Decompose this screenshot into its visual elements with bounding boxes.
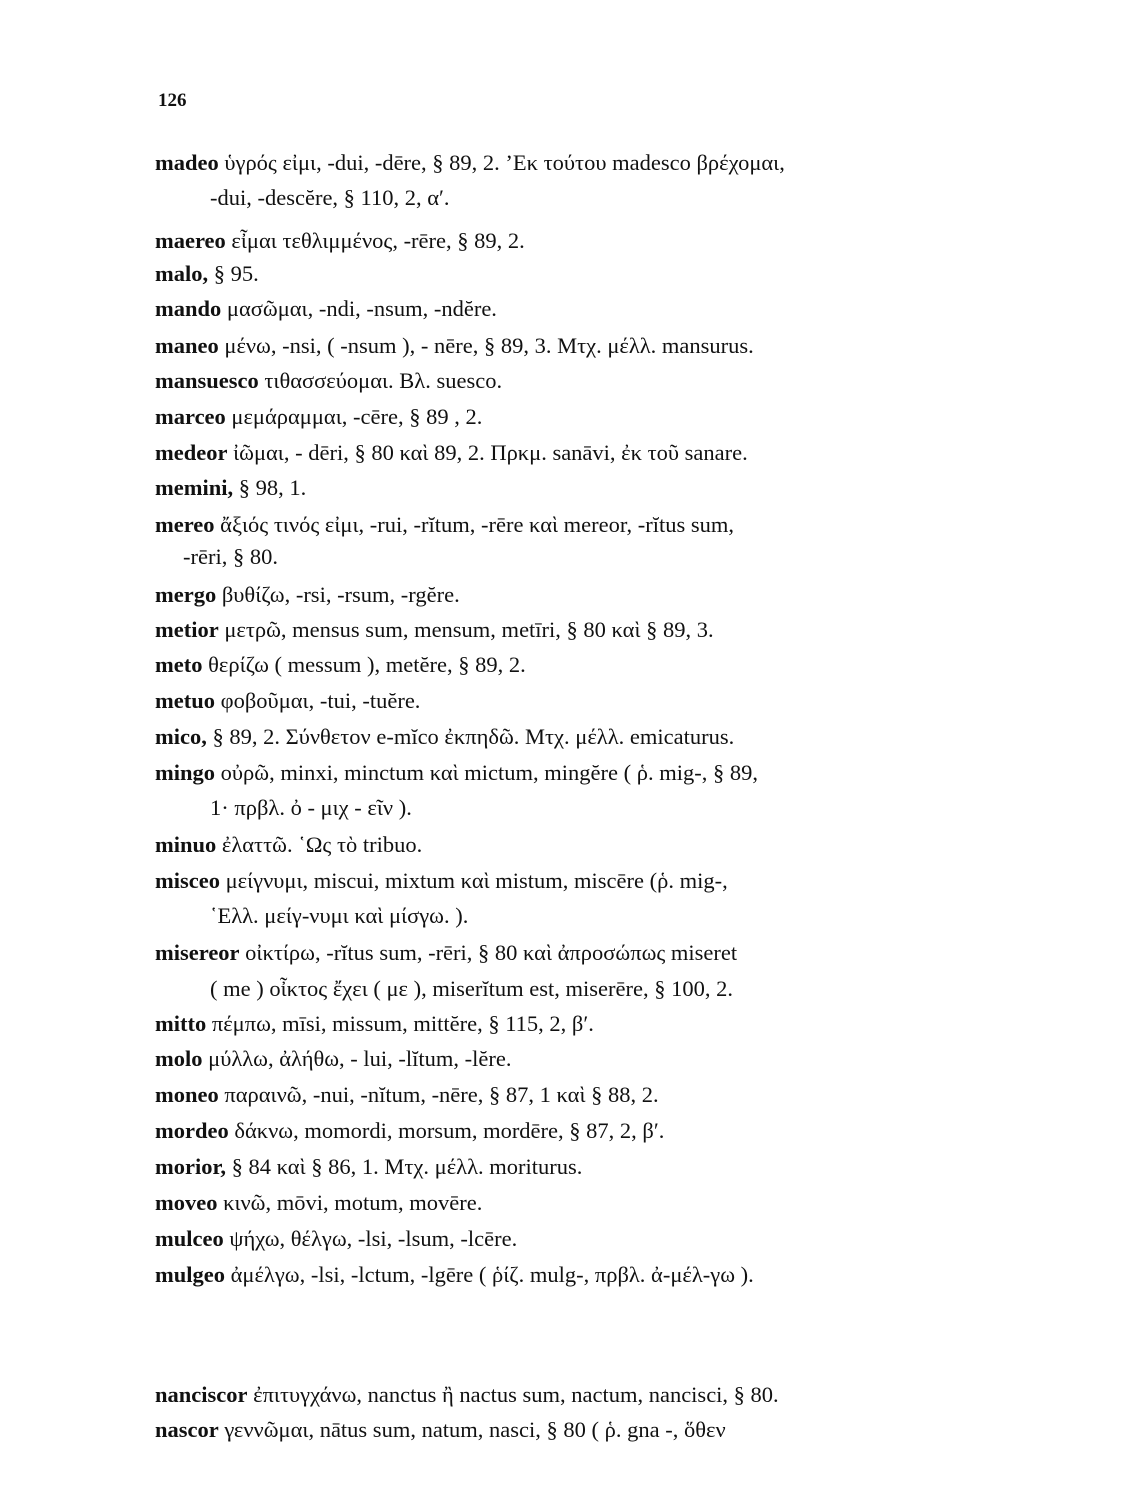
definition: ἰῶμαι, - dēri, § 80 καὶ 89, 2. Πρκμ. sanāvi, ἐκ τοῦ sanare. [227,440,748,465]
entry-line [155,1188,1070,1218]
definition: οὐρῶ, minxi, minctum καὶ mictum, mingĕre ( ῥ. mig-, § 89, [215,760,758,785]
headword: maneo [155,333,219,358]
headword: minuo [155,832,217,857]
headword: meto [155,652,203,677]
definition: παραινῶ, -nui, -nĭtum, -nēre, § 87, 1 καὶ § 88, 2. [218,1082,659,1107]
definition: κινῶ, mōvi, motum, movēre. [217,1190,483,1215]
definition: μασῶμαι, -ndi, -nsum, -ndĕre. [221,296,497,321]
headword: mulgeo [155,1262,225,1287]
definition: μεμάραμμαι, -cēre, § 89 , 2. [225,404,483,429]
entry-continuation [210,974,1070,1004]
headword: malo, [155,261,209,286]
entry-line [155,366,1070,396]
definition: φοβοῦμαι, -tui, -tuĕre. [215,688,421,713]
headword: nanciscor [155,1382,248,1407]
definition: ἄξιός τινός εἰμι, -rui, -rĭtum, -rēre καὶ mereor, -rĭtus sum, [214,512,734,537]
definition: ἐπιτυγχάνω, nanctus ἢ nactus sum, nactum, nancisci, § 80. [247,1382,779,1407]
definition: § 84 καὶ § 86, 1. Μτχ. μέλλ. moriturus. [226,1154,583,1179]
headword: molo [155,1046,203,1071]
entry-line [155,722,1070,752]
entry-line [155,830,1070,860]
entry-line [155,866,1070,896]
definition: πέμπω, mīsi, missum, mittĕre, § 115, 2, β′. [206,1011,594,1036]
definition: τιθασσεύομαι. Βλ. suesco. [258,368,503,393]
definition: μετρῶ, mensus sum, mensum, metīri, § 80 καὶ § 89, 3. [218,617,714,642]
definition: μείγνυμι, miscui, mixtum καὶ mistum, miscēre (ῥ. mig-, [219,868,728,893]
headword: morior, [155,1154,227,1179]
entry-line [155,226,1070,256]
definition: οἰκτίρω, -rĭtus sum, -rēri, § 80 καὶ ἀπροσώπως miseret [239,940,738,965]
entry-line [155,650,1070,680]
entry-continuation [183,542,1043,572]
definition: ( me ) οἶκτος ἔχει ( με ), miserĭtum est, miserēre, § 100, 2. [210,976,733,1001]
definition: ἀμέλγω, -lsi, -lctum, -lgēre ( ῥίζ. mulg-, πρβλ. ἀ-μέλ-γω ). [225,1262,754,1287]
page-number: 126 [158,90,187,111]
definition: εἶμαι τεθλιμμένος, -rēre, § 89, 2. [225,228,525,253]
definition: βυθίζω, -rsi, -rsum, -rgĕre. [216,582,460,607]
headword: metior [155,617,219,642]
definition: γεννῶμαι, nātus sum, natum, nasci, § 80 ( ῥ. gna -, ὅθεν [218,1417,726,1442]
headword: mansuesco [155,368,259,393]
headword: mando [155,296,222,321]
entry-line [155,294,1070,324]
entry-line [155,331,1070,361]
definition: 1· πρβλ. ὀ - μιχ - εῖν ). [210,795,412,820]
definition: θερίζω ( messum ), metĕre, § 89, 2. [202,652,526,677]
entry-line [155,1224,1070,1254]
definition: μένω, -nsi, ( -nsum ), - nēre, § 89, 3. Μτχ. μέλλ. mansurus. [218,333,754,358]
entry-line [155,402,1070,432]
entry-line [155,510,1070,540]
definition: § 98, 1. [233,475,307,500]
headword: mordeo [155,1118,229,1143]
definition: δάκνω, momordi, morsum, mordēre, § 87, 2, β′. [228,1118,665,1143]
headword: memini, [155,475,234,500]
definition: ῾Ελλ. μείγ-νυμι καὶ μίσγω. ). [210,903,469,928]
definition: ψήχω, θέλγω, -lsi, -lsum, -lcēre. [223,1226,518,1251]
headword: madeo [155,150,219,175]
headword: mico, [155,724,207,749]
headword: mergo [155,582,217,607]
definition: § 89, 2. Σύνθετον e-mĭco ἐκπηδῶ. Μτχ. μέλλ. emicaturus. [206,724,735,749]
entry-line [155,615,1070,645]
headword: mulceo [155,1226,224,1251]
entry-line [155,259,1070,289]
definition: μύλλω, ἀλήθω, - lui, -lĭtum, -lĕre. [202,1046,512,1071]
headword: mereo [155,512,215,537]
headword: misceo [155,868,220,893]
entry-continuation [210,183,1070,213]
entry-line [155,1415,1070,1445]
entry-line [155,1044,1070,1074]
headword: nascor [155,1417,219,1442]
headword: mingo [155,760,216,785]
headword: maereo [155,228,226,253]
entry-continuation [210,793,1070,823]
entry-line [155,938,1070,968]
definition: -dui, -descĕre, § 110, 2, α′. [210,185,450,210]
definition: -rēri, § 80. [183,544,278,569]
entry-line [155,1260,1070,1290]
entry-line [155,473,1070,503]
definition: ἐλαττῶ. ῾Ως τὸ tribuo. [216,832,423,857]
entry-line [155,1152,1070,1182]
entry-continuation [210,901,1070,931]
headword: mitto [155,1011,207,1036]
headword: misereor [155,940,240,965]
headword: marceo [155,404,226,429]
headword: moneo [155,1082,219,1107]
entry-line [155,148,1070,178]
headword: metuo [155,688,215,713]
entry-line [155,580,1070,610]
definition: ὑγρός εἰμι, -dui, -dēre, § 89, 2. ’Εκ τούτου madesco βρέχομαι, [218,150,785,175]
entry-line [155,758,1070,788]
entry-line [155,438,1070,468]
entry-line [155,1080,1070,1110]
entry-line [155,686,1070,716]
definition: § 95. [208,261,259,286]
entry-line [155,1116,1070,1146]
headword: medeor [155,440,228,465]
entry-line [155,1009,1070,1039]
headword: moveo [155,1190,218,1215]
entry-line [155,1380,1070,1410]
